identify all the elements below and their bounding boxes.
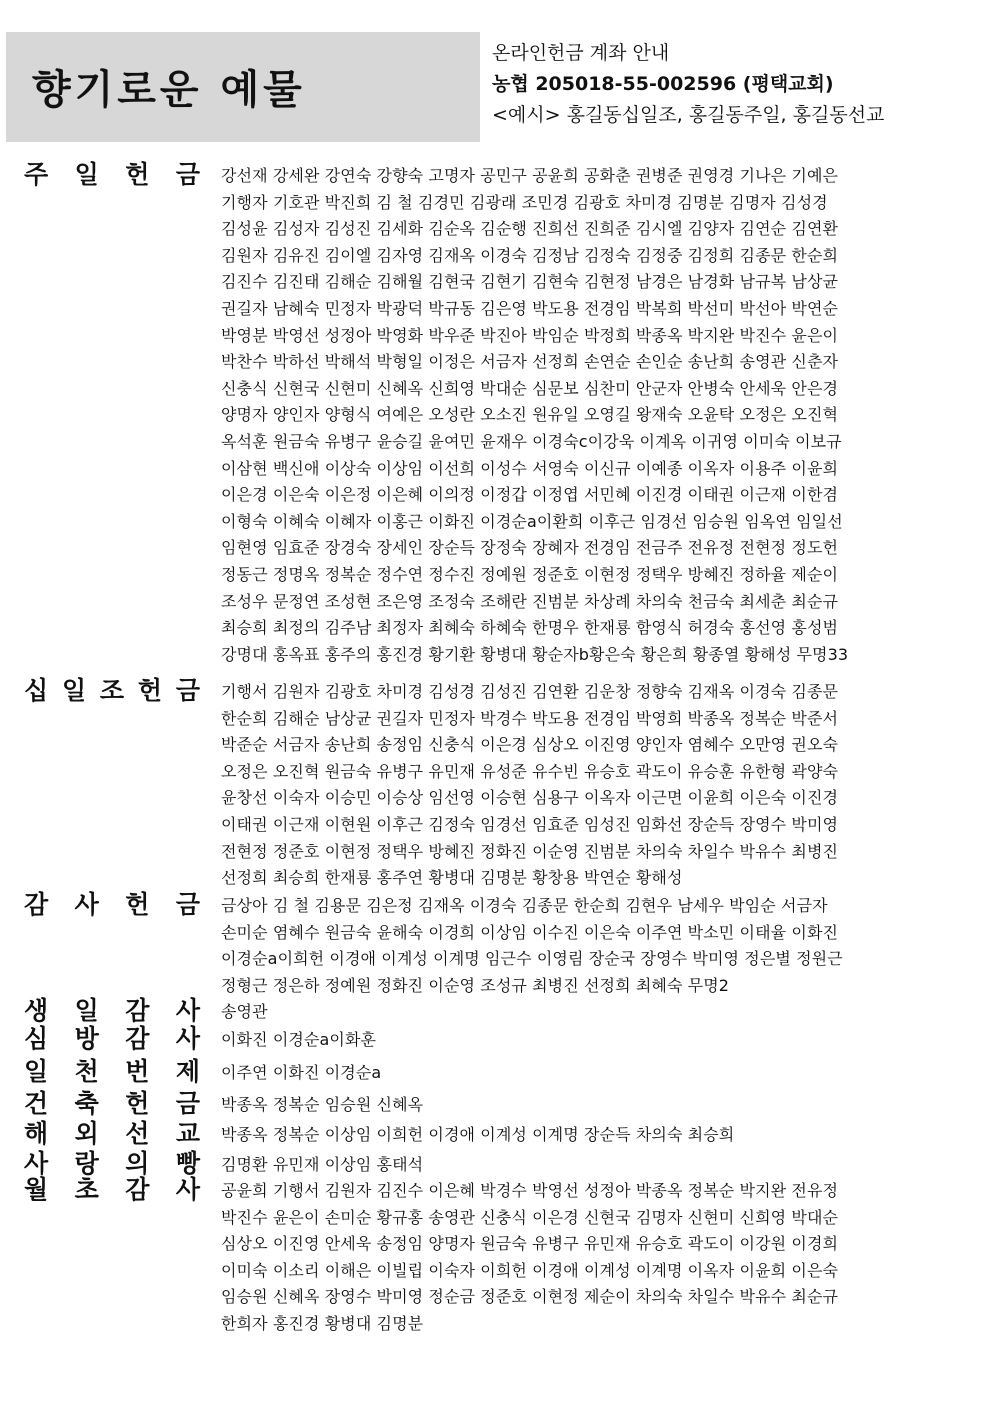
category-char: 사 — [24, 1149, 49, 1178]
category-char: 선 — [125, 1119, 150, 1148]
account-label: 온라인헌금 계좌 안내 — [492, 42, 670, 64]
names-list: 박종옥 정복순 임승원 신혜옥 — [221, 1095, 424, 1114]
category-label — [24, 1024, 200, 1053]
names-list: 강선재 강세완 강연숙 강향숙 고명자 공민구 공윤희 공화춘 권병준 권영경 기나은 기예은 기행자 기호관 박진희 김 철 김경민 김광래 조민경 김광호 차미경 김명분 김명자 김성경 김성윤 김성자 김성진 김세화 김순옥 김순행 진희선 진희준 김시엘 김양자 김연순 김연환 김원자 김유진 김이엘 김자영 김재옥 이경숙 김정남 김정숙 김정중 김정희 김종문 한순희 김진수 김진태 김해순 김해월 김현국 김현기 김현숙 김현정 남경은 남경화 남규복 남상균 권길자 남혜숙 민정자 박광덕 박규동 김은영 박도용 전경임 박복희 박선미 박선아 박연순 박영분 박영선 성정아 박영화 박우준 박진아 박임순 박정희 박종옥 박지완 박진수 윤은이 박찬수 박하선 박해석 박형일 이정은 서금자 선정희 손연순 손인순 송난희 송영관 신춘자 신충식 신현국 신현미 신혜옥 신희영 박대순 심문보 심찬미 안군자 안병숙 안세욱 안은경 양명자 양인자 양형식 여예은 오성란 오소진 원유일 오영길 왕재숙 오윤탁 오정은 오진혁 옥석훈 원금숙 유병구 윤승길 윤여민 윤재우 이경숙c이강욱 이계옥 이귀영 이미숙 이보규 이삼현 백신애 이상숙 이상임 이선희 이성수 서영숙 이신규 이예종 이옥자 이용주 이윤희 이은경 이은숙 이은정 이은혜 이의정 이정갑 이정엽 서민혜 이진경 이태권 이근재 이한겸 이형숙 이혜숙 이혜자 이홍근 이화진 이경순a이환희 이후근 임경선 임승원 임옥연 임일선 임현영 임효준 장경숙 장세인 장순득 장정숙 장혜자 전경임 전금주 전유정 전현정 정도헌 정동근 정명옥 정복순 정수연 정수진 정예원 정준호 이현정 정택우 방혜진 정하율 제순이 조성우 문정연 조성현 조은영 조정숙 조해란 진범분 차상례 차의숙 천금숙 최세춘 최순규 최승희 최정의 김주남 최정자 최혜숙 하혜숙 한명우 한재룡 함영식 허경숙 홍선영 홍성범 강명대 홍옥표 홍주의 홍진경 황기환 황병대 황순자b황은숙 황은희 황종열 황해성 무명33 — [221, 166, 849, 664]
title-box — [6, 32, 480, 142]
category-char: 생 — [24, 996, 49, 1025]
category-char: 일 — [74, 996, 99, 1025]
category-char: 사 — [175, 1024, 200, 1053]
category-label — [24, 676, 200, 705]
category-char: 사 — [175, 1175, 200, 1204]
header — [0, 28, 1000, 146]
category-char: 감 — [125, 1175, 150, 1204]
category-char: 사 — [74, 890, 99, 919]
category-char: 방 — [74, 1024, 99, 1053]
category-char: 제 — [175, 1057, 200, 1086]
category-char: 금 — [175, 1089, 200, 1118]
category-char: 랑 — [74, 1149, 99, 1178]
names-list: 송영관 — [221, 1002, 268, 1021]
bank-account: 농협 205018-55-002596 (평택교회) — [492, 73, 834, 95]
category-char: 심 — [24, 1024, 49, 1053]
category-char: 월 — [24, 1175, 49, 1204]
category-char: 축 — [74, 1089, 99, 1118]
category-char: 번 — [125, 1057, 150, 1086]
category-char: 십 — [24, 676, 49, 705]
names-list: 금상아 김 철 김용문 김은정 김재옥 이경숙 김종문 한순희 김현우 남세우 박임순 서금자 손미순 염혜수 원금숙 윤해숙 이경희 이상임 이수진 이은숙 이주연 박소민 이태율 이화진 이경순a이희헌 이경애 이계성 이계명 임근수 이영림 장순국 장영수 박미영 정은별 정원근 정형근 정은하 정예원 정화진 이순영 조성규 최병진 선정희 최혜숙 무명2 — [221, 896, 843, 995]
category-char: 빵 — [175, 1149, 200, 1178]
names-list: 김명환 유민재 이상임 홍태석 — [221, 1155, 424, 1174]
names-list: 이화진 이경순a이화훈 — [221, 1030, 377, 1049]
category-char: 의 — [125, 1149, 150, 1178]
category-char: 금 — [175, 160, 200, 189]
category-char: 해 — [24, 1119, 49, 1148]
category-char: 헌 — [125, 160, 150, 189]
category-char: 헌 — [125, 890, 150, 919]
category-char: 금 — [175, 890, 200, 919]
category-char: 헌 — [125, 1089, 150, 1118]
category-char: 감 — [125, 996, 150, 1025]
names-list: 공윤희 기행서 김원자 김진수 이은혜 박경수 박영선 성정아 박종옥 정복순 박지완 전유정 박진수 윤은이 손미순 황규홍 송영관 신충식 이은경 신현국 김명자 신현미 신희영 박대순 심상오 이진영 안세욱 송정임 양명자 원금숙 유병구 유민재 유승호 곽도이 이강원 이경희 이미숙 이소리 이해은 이빌립 이숙자 이희헌 이경애 이계성 이계명 이옥자 이윤희 이은숙 임승원 신혜옥 장영수 박미영 정순금 정준호 이현정 제순이 차의숙 차일수 박유수 최순규 한희자 홍진경 황병대 김명분 — [221, 1181, 839, 1333]
account-info — [492, 38, 997, 131]
category-char: 조 — [99, 676, 125, 705]
category-char: 일 — [74, 160, 99, 189]
account-example: <예시> 홍길동십일조, 홍길동주일, 홍길동선교 — [492, 104, 885, 126]
category-char: 초 — [74, 1175, 99, 1204]
category-char: 금 — [175, 676, 200, 705]
names-list: 이주연 이화진 이경순a — [221, 1063, 382, 1082]
category-char: 건 — [24, 1089, 49, 1118]
category-char: 일 — [24, 1057, 49, 1086]
category-label — [24, 1119, 200, 1148]
category-char: 사 — [175, 996, 200, 1025]
category-char: 교 — [175, 1119, 200, 1148]
category-char: 감 — [125, 1024, 150, 1053]
category-char: 감 — [24, 890, 49, 919]
category-label — [24, 890, 200, 919]
category-label — [24, 1089, 200, 1118]
category-char: 일 — [61, 676, 87, 705]
category-label — [24, 160, 200, 189]
category-label — [24, 1175, 200, 1204]
category-char: 천 — [74, 1057, 99, 1086]
names-list: 박종옥 정복순 이상임 이희헌 이경애 이계성 이계명 장순득 차의숙 최승희 — [221, 1125, 735, 1144]
page-title: 향기로운 예물 — [32, 67, 306, 113]
category-char: 헌 — [137, 676, 163, 705]
category-label — [24, 1149, 200, 1178]
category-char: 주 — [24, 160, 49, 189]
names-list: 기행서 김원자 김광호 차미경 김성경 김성진 김연환 김운창 정향숙 김재옥 이경숙 김종문 한순희 김해순 남상균 권길자 민정자 박경수 박도용 전경임 박영희 박종옥 정복순 박준서 박준순 서금자 송난희 송정임 신충식 이은경 심상오 이진영 양인자 염혜수 오만영 권오숙 오정은 오진혁 원금숙 유병구 유민재 유성준 유수빈 유승호 곽도이 유승훈 유한형 곽양숙 윤창선 이숙자 이승민 이승상 임선영 이승현 심용구 이옥자 이근면 이윤희 이은숙 이진경 이태권 이근재 이현원 이후근 김정숙 임경선 임효준 임성진 임화선 장순득 장영수 박미영 전현정 정준호 이현정 정택우 방혜진 정화진 이순영 진범분 차의숙 차일수 박유수 최병진 선정희 최승희 한재룡 홍주연 황병대 김명분 황창용 박연순 황해성 — [221, 682, 839, 888]
category-char: 외 — [74, 1119, 99, 1148]
category-label — [24, 1057, 200, 1086]
category-label — [24, 996, 200, 1025]
